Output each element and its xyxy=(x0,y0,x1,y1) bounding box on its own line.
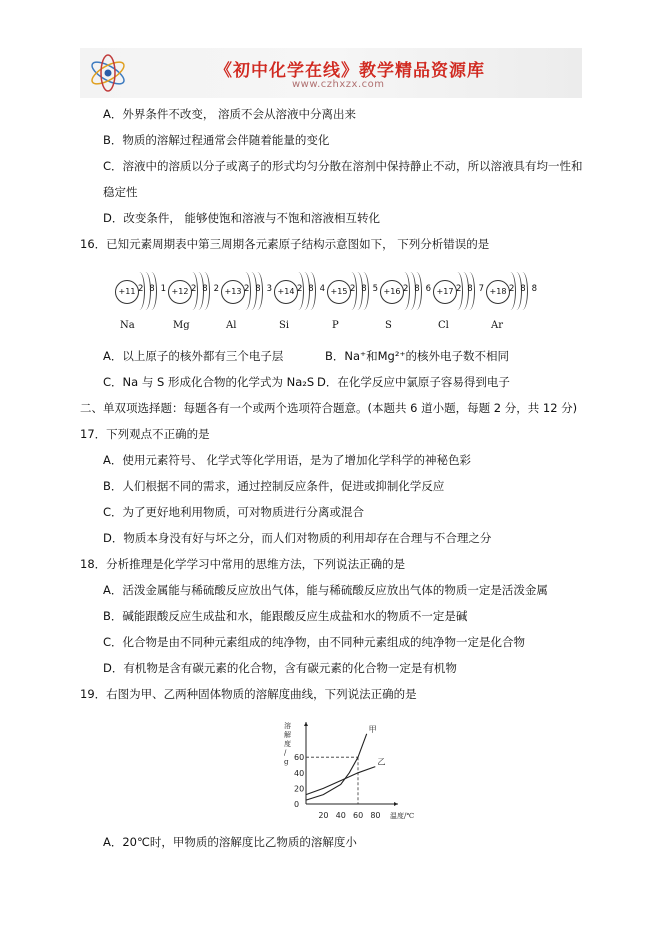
q18-option-b: B．碱能跟酸反应生成盐和水，能跟酸反应生成盐和水的物质不一定是碱 xyxy=(103,609,468,623)
q15-option-c: C．溶液中的溶质以分子或离子的形式均匀分散在溶剂中保持静止不动，所以溶液具有均一性和 xyxy=(103,159,583,173)
element-symbol: S xyxy=(385,320,392,331)
electron-counts: 2 8 1 xyxy=(138,284,168,294)
atom-diagram xyxy=(426,268,486,332)
q18-stem: 18．分析推理是化学学习中常用的思维方法，下列说法正确的是 xyxy=(80,557,406,571)
atom-diagram xyxy=(320,268,380,332)
x-tick-label: 20 xyxy=(318,811,329,820)
electron-counts: 2 8 3 xyxy=(244,284,274,294)
q19-stem: 19．右图为甲、乙两种固体物质的溶解度曲线，下列说法正确的是 xyxy=(80,687,417,701)
element-symbol: Al xyxy=(226,320,237,331)
y-tick-label: 0 xyxy=(294,800,300,809)
series-label: 乙 xyxy=(377,757,386,767)
electron-counts: 2 8 2 xyxy=(191,284,221,294)
y-axis-label: 解 xyxy=(284,731,291,739)
electron-counts: 2 8 8 xyxy=(509,284,539,294)
atom-diagram xyxy=(161,268,221,332)
q19-option-a: A．20℃时，甲物质的溶解度比乙物质的溶解度小 xyxy=(103,835,357,849)
q16-option-c: C．Na 与 S 形成化合物的化学式为 Na₂S xyxy=(103,375,315,389)
electron-counts: 2 8 4 xyxy=(297,284,327,294)
atom-logo-icon xyxy=(86,52,130,94)
q15-option-b: B．物质的溶解过程通常会伴随着能量的变化 xyxy=(103,133,330,147)
q17-option-b: B．人们根据不同的需求，通过控制反应条件，促进或抑制化学反应 xyxy=(103,479,445,493)
q17-option-a: A．使用元素符号、 化学式等化学用语，是为了增加化学科学的神秘色彩 xyxy=(103,453,472,467)
header-banner xyxy=(80,48,582,98)
q17-stem: 17．下列观点不正确的是 xyxy=(80,427,210,441)
nucleus-charge: +11 xyxy=(115,280,139,304)
x-tick-label: 60 xyxy=(353,811,364,820)
y-axis-arrow xyxy=(304,722,308,726)
y-axis-label: g xyxy=(284,758,289,766)
atom-diagram xyxy=(108,268,168,332)
nucleus-charge: +13 xyxy=(221,280,245,304)
nucleus-charge: +15 xyxy=(327,280,351,304)
series-label: 甲 xyxy=(368,724,377,734)
element-symbol: Mg xyxy=(173,320,190,331)
banner-url: www.czhxzx.com xyxy=(292,79,385,90)
q15-option-c-continued: 稳定性 xyxy=(103,185,138,199)
y-axis-label: 溶 xyxy=(284,722,291,730)
nucleus-charge: +12 xyxy=(168,280,192,304)
q16-option-d: D．在化学反应中氯原子容易得到电子 xyxy=(317,375,510,389)
element-symbol: P xyxy=(332,320,339,331)
element-symbol: Na xyxy=(120,320,135,331)
atom-diagram xyxy=(373,268,433,332)
element-symbol: Si xyxy=(279,320,290,331)
electron-counts: 2 8 6 xyxy=(403,284,433,294)
nucleus-charge: +17 xyxy=(433,280,457,304)
x-axis-label: 温度/℃ xyxy=(390,812,415,820)
x-axis-arrow xyxy=(394,802,398,806)
element-symbol: Cl xyxy=(438,320,449,331)
q18-option-d: D．有机物是含有碳元素的化合物，含有碳元素的化合物一定是有机物 xyxy=(103,661,457,675)
q15-option-a: A．外界条件不改变， 溶质不会从溶液中分离出来 xyxy=(103,107,357,121)
x-tick-label: 40 xyxy=(335,811,346,820)
atom-diagram xyxy=(214,268,274,332)
q16-option-a: A．以上原子的核外都有三个电子层 xyxy=(103,349,284,363)
y-axis-label: 度 xyxy=(284,740,291,748)
y-tick-label: 40 xyxy=(294,768,305,778)
atom-structure-diagrams xyxy=(100,268,539,332)
x-tick-label: 80 xyxy=(370,811,381,820)
atom-diagram xyxy=(267,268,327,332)
atom-diagram xyxy=(479,268,539,332)
q18-option-c: C．化合物是由不同种元素组成的纯净物，由不同种元素组成的纯净物一定是化合物 xyxy=(103,635,526,649)
nucleus-charge: +16 xyxy=(380,280,404,304)
y-tick-label: 60 xyxy=(294,753,305,763)
solubility-curve-chart xyxy=(278,718,418,824)
y-tick-label: 20 xyxy=(294,784,305,794)
nucleus-charge: +18 xyxy=(486,280,510,304)
electron-counts: 2 8 7 xyxy=(456,284,486,294)
section-heading: 二、单双项选择题：每题各有一个或两个选项符合题意。(本题共 6 道小题，每题 2 分，共 12 分) xyxy=(80,401,578,415)
q18-option-a: A．活泼金属能与稀硫酸反应放出气体，能与稀硫酸反应放出气体的物质一定是活泼金属 xyxy=(103,583,548,597)
banner-title: 《初中化学在线》教学精品资源库 xyxy=(215,61,485,81)
series-line-jia xyxy=(306,734,367,800)
q16-option-b: B．Na⁺和Mg²⁺的核外电子数不相同 xyxy=(325,349,510,363)
element-symbol: Ar xyxy=(491,320,504,331)
nucleus-charge: +14 xyxy=(274,280,298,304)
q17-option-d: D．物质本身没有好与坏之分，而人们对物质的利用却存在合理与不合理之分 xyxy=(103,531,492,545)
series-line-yi xyxy=(306,767,375,795)
q15-option-d: D．改变条件， 能够使饱和溶液与不饱和溶液相互转化 xyxy=(103,211,381,225)
q16-stem: 16．已知元素周期表中第三周期各元素原子结构示意图如下， 下列分析错误的是 xyxy=(80,237,490,251)
electron-counts: 2 8 5 xyxy=(350,284,380,294)
q17-option-c: C．为了更好地利用物质，可对物质进行分离或混合 xyxy=(103,505,365,519)
y-axis-label: / xyxy=(284,749,287,757)
